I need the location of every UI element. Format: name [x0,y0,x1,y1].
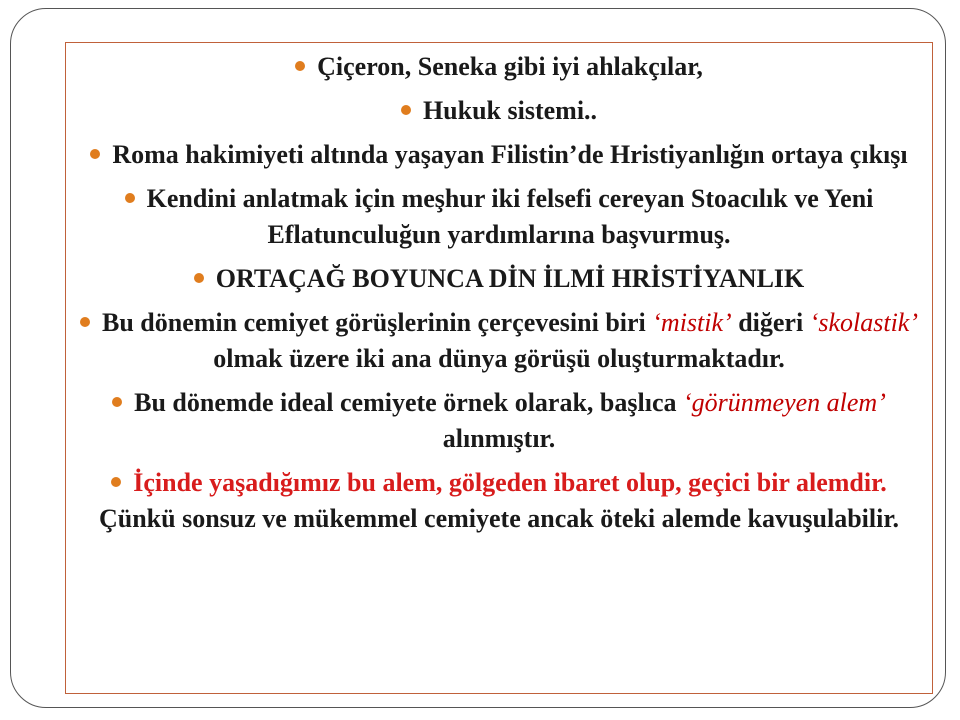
bullet-item [65,385,933,457]
bullet-list [65,49,933,545]
bullet-item [65,93,933,129]
bullet-item [65,305,933,377]
bullet-dot-icon [90,149,100,159]
bullet-text: ORTAÇAĞ BOYUNCA DİN İLMİ HRİSTİYANLIK [215,264,805,293]
bullet-text: Roma hakimiyeti altında yaşayan Filistin’de Hristiyanlığın ortaya çıkışı [112,140,908,169]
bullet-item [65,181,933,253]
bullet-item [65,465,933,537]
bullet-text-part: Bu dönemin cemiyet görüşlerinin çerçevesini biri [102,308,653,337]
bullet-dot-icon [401,105,411,115]
bullet-dot-icon [125,193,135,203]
bullet-text-part: alınmıştır. [442,424,556,453]
bullet-text: Hukuk sistemi.. [422,96,598,125]
bullet-text-red: İçinde yaşadığımız bu alem, gölgeden ibaret olup, geçici bir alemdir. [133,468,887,497]
bullet-item [65,261,933,297]
bullet-dot-icon [80,317,90,327]
bullet-text-part: Çünkü sonsuz ve mükemmel cemiyete ancak öteki alemde kavuşulabilir. [98,504,900,533]
emphasis-gorunmeyen-alem: ‘görünmeyen alem’ [682,388,886,417]
emphasis-mistik: ‘mistik’ [652,308,732,337]
bullet-dot-icon [194,273,204,283]
bullet-item [65,49,933,85]
bullet-text-part: Bu dönemde ideal cemiyete örnek olarak, başlıca [134,388,683,417]
emphasis-skolastik: ‘skolastik’ [809,308,918,337]
bullet-text: Çiçeron, Seneka gibi iyi ahlakçılar, [317,52,703,81]
bullet-text-part: diğeri [731,308,810,337]
bullet-dot-icon [112,397,122,407]
bullet-item [65,137,933,173]
bullet-text-part: olmak üzere iki ana dünya görüşü oluşturmaktadır. [213,344,785,373]
bullet-text: Kendini anlatmak için meşhur iki felsefi cereyan Stoacılık ve Yeni Eflatunculuğun yardımlarına başvurmuş. [146,184,874,249]
bullet-dot-icon [111,477,121,487]
bullet-dot-icon [295,61,305,71]
